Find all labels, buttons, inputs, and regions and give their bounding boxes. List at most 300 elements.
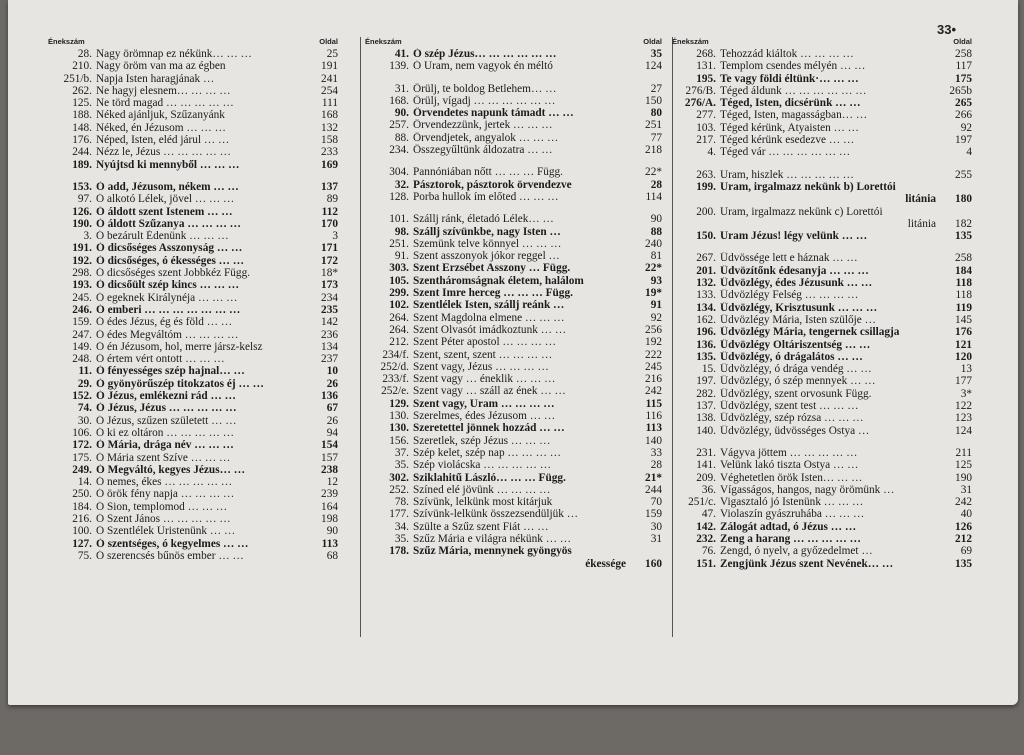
page-reference: 122	[955, 400, 972, 413]
page-reference: 266	[955, 109, 972, 122]
index-entry	[672, 375, 972, 387]
index-entry	[48, 97, 338, 109]
song-title: Üdvözlégy, szent test … … …	[720, 400, 859, 413]
page-reference: 18*	[321, 267, 338, 280]
song-number: 172.	[72, 439, 92, 452]
song-number: 264.	[389, 311, 409, 324]
page-reference: 31	[650, 532, 662, 545]
index-entry	[48, 452, 338, 464]
song-number: 192.	[72, 254, 92, 267]
index-entry	[48, 159, 338, 171]
song-number: 298.	[72, 267, 92, 280]
song-number: 30.	[77, 414, 92, 427]
song-title: Ó dicsőséges Asszonyság … …	[96, 242, 243, 255]
page-number: 33•	[936, 22, 956, 37]
page-reference: 256	[645, 323, 662, 336]
song-title: Téged kérünk esedezve … …	[720, 134, 855, 147]
song-title: Üdvözlégy, ó drága vendég … …	[720, 363, 872, 376]
song-number: 141.	[696, 459, 716, 472]
index-entry	[48, 267, 338, 279]
page-reference: 28	[650, 178, 662, 191]
song-title: Üdvözlégy, szép rózsa … … …	[720, 412, 864, 425]
song-number: 276/A.	[684, 97, 716, 110]
index-entry	[365, 422, 662, 434]
index-entry	[672, 447, 972, 459]
index-entry	[365, 521, 662, 533]
song-title: Ó emberi … … … … … … …	[96, 303, 241, 316]
page-reference: 218	[645, 144, 662, 157]
song-number: 36.	[701, 483, 716, 496]
page-reference: 115	[645, 397, 662, 410]
song-number: 32.	[394, 178, 409, 191]
song-title: Szállj szívünkbe, nagy Isten …	[413, 225, 561, 238]
song-title: Néked ajánljuk, Szűzanyánk	[96, 109, 225, 122]
page-reference: 191	[321, 60, 338, 73]
song-title: Vígasságos, hangos, nagy örömünk …	[720, 483, 895, 496]
song-number: 127.	[72, 537, 92, 550]
page-reference: 92	[960, 121, 972, 134]
song-title: Porba hullok ím előted … … …	[413, 190, 559, 203]
song-number: 233/f.	[382, 373, 409, 386]
song-title: Szent Péter apostol … … … …	[413, 336, 557, 349]
song-number: 29.	[77, 377, 92, 390]
page-reference: 90	[650, 213, 662, 226]
index-entry	[48, 402, 338, 414]
song-title: Vágyva jöttem … … … … …	[720, 446, 858, 459]
page-reference: 212	[955, 532, 972, 545]
page-reference: 25	[326, 48, 338, 60]
song-title: Violaszín gyászruhába … … …	[720, 508, 865, 521]
song-title: Ó áldott Szűzanya … … … …	[96, 217, 241, 230]
song-title: Te vagy földi éltünk·… … …	[720, 72, 859, 85]
song-number: 175.	[72, 451, 92, 464]
song-number: 74.	[77, 402, 92, 415]
page-reference: 22*	[645, 166, 662, 179]
song-number: 133.	[696, 289, 716, 302]
song-number: 210.	[72, 60, 92, 73]
song-title: Örvendezzünk, jertek … … …	[413, 119, 553, 132]
song-number: 130.	[389, 410, 409, 423]
index-entry	[48, 378, 338, 390]
song-title: Pannóniában nőtt … … … Függ.	[413, 166, 563, 179]
song-title: Ó Mária szent Szíve … … …	[96, 451, 231, 464]
page-reference: 40	[960, 508, 972, 521]
song-title: Ó szentséges, ó kegyelmes … …	[96, 537, 249, 550]
page-reference: 70	[650, 496, 662, 509]
song-number: 195.	[696, 72, 716, 85]
column-divider	[360, 37, 361, 637]
song-title: Téged, Isten, magasságban… …	[720, 109, 868, 122]
page-reference: 111	[321, 97, 338, 110]
song-number: 249.	[72, 463, 92, 476]
page-reference: 265	[955, 97, 972, 110]
index-entry	[672, 558, 972, 570]
index-entry	[365, 95, 662, 107]
song-number: 282.	[696, 387, 716, 400]
song-title: Véghetetlen örök Isten… … …	[720, 471, 863, 484]
song-title: Szívünk-lelkünk összezsendüljük …	[413, 508, 579, 521]
song-title: Ó dicsőült szép kincs … … …	[96, 279, 240, 292]
page-reference: 67	[326, 402, 338, 415]
song-title: Örvendjetek, angyalok … … …	[413, 131, 559, 144]
song-title: Örülj, vígadj … … … … … …	[413, 94, 556, 107]
song-title: Zeng a harang … … … … …	[720, 532, 861, 545]
index-entry	[365, 48, 662, 60]
page-reference: 173	[321, 279, 338, 292]
index-entry	[672, 459, 972, 471]
index-entry	[48, 181, 338, 193]
page-reference: 132	[321, 121, 338, 134]
index-entry	[48, 73, 338, 85]
index-entry	[672, 425, 972, 437]
song-number: 15.	[701, 363, 716, 376]
page-reference: 142	[321, 316, 338, 329]
song-title: Ne törd magad … … … … …	[96, 97, 234, 110]
index-entry	[672, 109, 972, 121]
page-reference: 222	[645, 348, 662, 361]
page-reference: 26	[326, 377, 338, 390]
song-number: 35.	[394, 532, 409, 545]
song-number: 199.	[696, 180, 716, 193]
song-number: 234.	[389, 144, 409, 157]
page-reference: 89	[326, 193, 338, 206]
song-number: 88.	[394, 131, 409, 144]
book-page	[8, 0, 1018, 705]
page-reference: 21*	[645, 471, 662, 484]
index-entry	[672, 533, 972, 545]
page-reference: 242	[955, 496, 972, 509]
song-title: Üdvözlégy, szent orvosunk Függ.	[720, 387, 872, 400]
page-reference: 69	[960, 545, 972, 558]
song-title: Zálogát adtad, ó Jézus … …	[720, 520, 857, 533]
index-entry	[48, 329, 338, 341]
page-reference: 236	[321, 328, 338, 341]
song-number: 131.	[696, 60, 716, 73]
song-title: Uram, irgalmazz nekünk b) Lorettói	[720, 180, 896, 193]
index-entry	[48, 48, 338, 60]
page-reference: 171	[321, 242, 338, 255]
index-entry	[48, 122, 338, 134]
song-number: 176.	[72, 134, 92, 147]
page-reference: 137	[321, 180, 338, 193]
page-reference: 91	[650, 299, 662, 312]
song-title: Sziklahitű László… … … Függ.	[413, 471, 566, 484]
index-entry	[672, 363, 972, 375]
index-entry	[365, 484, 662, 496]
song-number: 231.	[696, 446, 716, 459]
song-number: 251/c.	[688, 496, 716, 509]
song-number: 137.	[696, 400, 716, 413]
header-page: Oldal	[953, 37, 972, 46]
page-reference: 126	[955, 520, 972, 533]
song-title: Templom csendes mélyén … …	[720, 60, 866, 73]
song-title: Ó örök fény napja … … … …	[96, 488, 235, 501]
song-number: 75.	[77, 549, 92, 562]
song-title: Ó Szentlélek Úristenünk … …	[96, 525, 236, 538]
song-number: 247.	[72, 328, 92, 341]
header-song-number: Énekszám	[672, 37, 709, 46]
song-number: 130.	[389, 422, 409, 435]
page-reference: 197	[955, 134, 972, 147]
song-number: 264.	[389, 323, 409, 336]
page-reference: 117	[955, 60, 972, 73]
song-title: Uram, hiszlek … … … … …	[720, 168, 854, 181]
song-title: Nézz le, Jézus … … … … …	[96, 146, 231, 159]
song-title: Ó Jézus, emlékezni rád … …	[96, 390, 236, 403]
page-reference: 242	[645, 385, 662, 398]
index-entry	[365, 238, 662, 250]
index-entry	[672, 412, 972, 424]
page-reference: 140	[645, 434, 662, 447]
song-title: Ó Megváltó, kegyes Jézus… …	[96, 463, 246, 476]
song-number: 78.	[394, 496, 409, 509]
page-reference: 22*	[645, 262, 662, 275]
index-entry	[672, 181, 972, 206]
song-number: 152.	[72, 390, 92, 403]
page-reference: 3*	[960, 387, 972, 400]
song-number: 193.	[72, 279, 92, 292]
song-number: 251/b.	[63, 72, 92, 85]
page-reference: 33	[650, 446, 662, 459]
index-entry	[365, 250, 662, 262]
page-reference: 26	[326, 414, 338, 427]
index-entry	[672, 472, 972, 484]
index-entry	[672, 169, 972, 181]
song-title: Ó gyönyörűszép titokzatos éj … …	[96, 377, 264, 390]
page-reference: 124	[645, 60, 662, 73]
song-number: 251.	[389, 237, 409, 250]
song-number: 4.	[707, 146, 716, 159]
page-reference: 154	[321, 439, 338, 452]
song-title: Uram, irgalmazz nekünk c) Lorettói	[720, 205, 883, 218]
song-number: 197.	[696, 375, 716, 388]
song-number: 190.	[72, 217, 92, 230]
song-number: 244.	[72, 146, 92, 159]
index-entry	[672, 326, 972, 338]
song-title: Uram Jézus! légy velünk … …	[720, 230, 868, 243]
song-number: 149.	[72, 340, 92, 353]
index-entry	[672, 85, 972, 97]
song-number: 101.	[389, 213, 409, 226]
song-title: Zengjünk Jézus szent Nevének… …	[720, 557, 894, 570]
page-reference: 211	[955, 446, 972, 459]
song-number: 184.	[72, 500, 92, 513]
page-reference: 119	[955, 301, 972, 314]
page-reference: 13	[960, 363, 972, 376]
index-entry	[365, 508, 662, 520]
header-page: Oldal	[643, 37, 662, 46]
song-number: 91.	[394, 250, 409, 263]
song-title: Üdvözlégy Mária, Isten szülője …	[720, 313, 876, 326]
song-title: Üdvözlégy, ó szép mennyek … …	[720, 375, 876, 388]
index-entry	[365, 226, 662, 238]
song-title-continuation: ékessége	[585, 557, 626, 570]
header-song-number: Énekszám	[48, 37, 85, 46]
song-number: 28.	[77, 48, 92, 60]
page-reference: 135	[955, 230, 972, 243]
song-number: 156.	[389, 434, 409, 447]
song-title: Szent vagy, Jézus … … … …	[413, 360, 549, 373]
song-title: Ó nemes, ékes … … … … …	[96, 476, 233, 489]
index-entry	[672, 508, 972, 520]
index-entry	[365, 385, 662, 397]
song-title: Ó szép Jézus… … … … … …	[413, 48, 557, 60]
page-reference: 234	[321, 291, 338, 304]
page-reference: 244	[645, 483, 662, 496]
index-entry	[672, 289, 972, 301]
index-entry	[48, 242, 338, 254]
song-number: 217.	[696, 134, 716, 147]
song-number: 11.	[78, 365, 92, 378]
song-title: Ó egeknek Királynéja … … …	[96, 291, 238, 304]
index-entry	[365, 435, 662, 447]
index-entry	[672, 484, 972, 496]
song-title: Ó én Jézusom, hol, merre jársz-kelsz	[96, 340, 263, 353]
index-entry	[48, 353, 338, 365]
page-reference: 120	[955, 350, 972, 363]
song-title: Üdvözlégy, Krisztusunk … … …	[720, 301, 878, 314]
song-title: Néked, én Jézusom … … …	[96, 121, 226, 134]
song-number: 105.	[389, 274, 409, 287]
index-entry	[48, 146, 338, 158]
song-number: 132.	[696, 277, 716, 290]
index-entry	[48, 316, 338, 328]
song-number: 90.	[394, 107, 409, 120]
page-reference: 136	[321, 390, 338, 403]
song-number: 246.	[72, 303, 92, 316]
song-number: 196.	[696, 326, 716, 339]
index-entry	[48, 279, 338, 291]
entry-list	[365, 48, 662, 570]
page-reference: 237	[321, 353, 338, 366]
page-reference: 125	[955, 459, 972, 472]
song-number: 34.	[394, 520, 409, 533]
song-number: 299.	[389, 287, 409, 300]
song-number: 129.	[389, 397, 409, 410]
song-title: Napja Isten haragjának …	[96, 72, 215, 85]
page-reference: 112	[321, 205, 338, 218]
song-title: Néped, Isten, eléd járul … …	[96, 134, 230, 147]
song-title: Szemünk telve könnyel … … …	[413, 237, 562, 250]
song-title: Téged kérünk, Atyaisten … …	[720, 121, 859, 134]
index-entry	[48, 513, 338, 525]
song-title: Ó szerencsés bűnös ember … …	[96, 549, 244, 562]
page-reference: 245	[645, 360, 662, 373]
song-number: 168.	[389, 94, 409, 107]
song-title: Vigasztaló jó Istenünk … … …	[720, 496, 864, 509]
song-title: Üdvössége lett e háznak … …	[720, 252, 858, 265]
index-entry	[48, 550, 338, 562]
page-reference: 239	[321, 488, 338, 501]
index-entry	[365, 545, 662, 570]
page-reference: 93	[650, 274, 662, 287]
song-title: Ó add, Jézusom, nékem … …	[96, 180, 239, 193]
index-entry	[365, 132, 662, 144]
index-entry	[365, 191, 662, 203]
song-number: 303.	[389, 262, 409, 275]
index-entry	[48, 464, 338, 476]
page-reference: 121	[955, 338, 972, 351]
index-entry	[672, 265, 972, 277]
song-number: 209.	[696, 471, 716, 484]
page-reference: 10	[326, 365, 338, 378]
song-number: 252.	[389, 483, 409, 496]
song-number: 189.	[72, 158, 92, 171]
song-number: 126.	[72, 205, 92, 218]
index-entry	[672, 388, 972, 400]
page-reference: 114	[645, 190, 662, 203]
song-title: Szentlélek Isten, szállj reánk …	[413, 299, 565, 312]
song-title: Szívünk, lelkünk most kitárjuk	[413, 496, 553, 509]
song-title: Szállj ránk, életadó Lélek… …	[413, 213, 554, 226]
song-title: Szent Erzsébet Asszony … Függ.	[413, 262, 571, 275]
song-title: Szűz Mária e világra nékünk … …	[413, 532, 572, 545]
page-reference: 254	[321, 84, 338, 97]
song-number: 140.	[696, 424, 716, 437]
song-number: 128.	[389, 190, 409, 203]
song-number: 138.	[696, 412, 716, 425]
song-number: 277.	[696, 109, 716, 122]
index-entry	[48, 255, 338, 267]
index-entry	[672, 60, 972, 72]
page-reference: 241	[321, 72, 338, 85]
index-entry	[48, 304, 338, 316]
song-number: 103.	[696, 121, 716, 134]
index-entry	[672, 206, 972, 231]
index-entry	[48, 501, 338, 513]
song-number: 148.	[72, 121, 92, 134]
song-number: 153.	[72, 180, 92, 193]
song-title: Örülj, te boldog Betlehem… …	[413, 82, 557, 95]
song-number: 47.	[701, 508, 716, 521]
song-title: Ó Jézus, Jézus … … … … …	[96, 402, 237, 415]
song-title: Szeretlek, szép Jézus … … …	[413, 434, 551, 447]
song-number: 136.	[696, 338, 716, 351]
page-reference: 238	[321, 463, 338, 476]
page-reference: 170	[321, 217, 338, 230]
song-title: Összegyűltünk áldozatra … …	[413, 144, 553, 157]
index-entry	[365, 60, 662, 72]
index-entry	[365, 336, 662, 348]
page-reference: 240	[645, 237, 662, 250]
page-reference: 177	[955, 375, 972, 388]
index-entry	[672, 97, 972, 109]
index-entry	[48, 427, 338, 439]
index-entry	[672, 252, 972, 264]
song-number: 302.	[389, 471, 409, 484]
song-number: 188.	[72, 109, 92, 122]
page-reference: 113	[321, 537, 338, 550]
page-reference: 160	[645, 557, 662, 570]
index-entry	[365, 299, 662, 311]
index-entry	[365, 83, 662, 95]
index-entry	[365, 447, 662, 459]
song-title: Szent Imre herceg … … … Függ.	[413, 287, 573, 300]
page-reference: 172	[321, 254, 338, 267]
song-number: 98.	[394, 225, 409, 238]
page-reference: 124	[955, 424, 972, 437]
song-title: Ó Jézus, szűzen született … …	[96, 414, 237, 427]
song-title: Ó Mária, drága név … … …	[96, 439, 234, 452]
index-entry	[365, 119, 662, 131]
index-entry	[365, 349, 662, 361]
page-reference: 35	[650, 48, 662, 60]
song-title: Szülte a Szűz szent Fiát … …	[413, 520, 549, 533]
index-entry	[672, 134, 972, 146]
song-title: Téged, Isten, dicsérünk … …	[720, 97, 861, 110]
song-title: Szép kelet, szép nap … … … …	[413, 446, 562, 459]
index-entry	[365, 361, 662, 373]
